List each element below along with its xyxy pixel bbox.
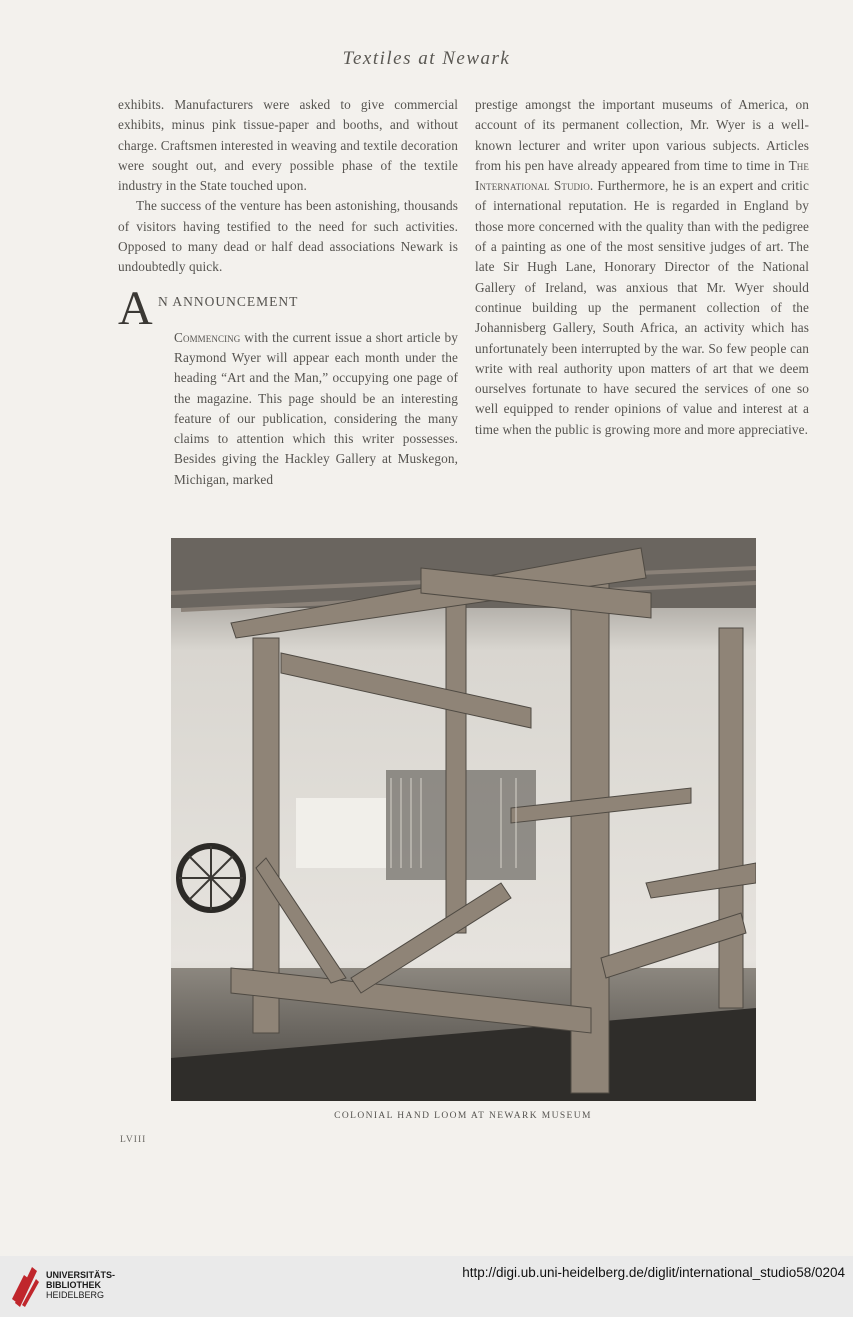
right-paragraph-1-b: . Furthermore, he is an expert and critic of international reputation. He is regarded in England by those more concerned with the quality than with the pedigree of a painting as one of the most sensitive judges of art. The late Sir Hugh Lane, Honorary Director of the National Gallery of Ireland, was anxious that Mr. Wyer should continue building up the permanent collection of the Johannisberg Gallery, South Africa, an activity which has unfortunately been interrupted by the war. So few people can write with real authority upon matters of art that we deem ourselves fortunate to have secured the services of one so well equipped to render opinions of value and interest at a time when the public is growing more and more appreciative. xyxy=(475,178,809,437)
source-url-link[interactable]: http://digi.ub.uni-heidelberg.de/diglit/international_studio58/0204 xyxy=(462,1265,845,1280)
footer-bar xyxy=(0,1256,853,1317)
library-logo-icon xyxy=(10,1263,40,1307)
loom-illustration xyxy=(171,538,756,1101)
right-paragraph-1-a: prestige amongst the important museums of America, on account of its permanent collection, Mr. Wyer is a well-known lecturer and writer upon various subjects. Articles from his pen have already appeared from time to time in xyxy=(475,97,809,173)
left-paragraph-3 xyxy=(118,328,458,490)
figure-caption: COLONIAL HAND LOOM AT NEWARK MUSEUM xyxy=(334,1111,592,1121)
loom-photograph xyxy=(171,538,756,1101)
left-column xyxy=(118,95,458,490)
section-title: N ANNOUNCEMENT xyxy=(158,293,299,309)
logo-line-2: BIBLIOTHEK xyxy=(46,1280,101,1290)
lead-in-smallcaps: Commencing xyxy=(174,329,241,345)
page-folio: LVIII xyxy=(120,1135,147,1145)
library-logo-text xyxy=(46,1270,115,1300)
magazine-name: The International Studio xyxy=(475,157,809,194)
right-paragraph-1 xyxy=(475,95,809,440)
left-paragraph-1: exhibits. Manufacturers were asked to give commercial exhibits, minus pink tissue-paper and booths, and without charge. Craftsmen interested in weaving and textile decoration were sought out, and every possible phase of the textile industry in the State touched upon. xyxy=(118,97,458,194)
right-column xyxy=(475,95,809,440)
logo-line-3: HEIDELBERG xyxy=(46,1290,105,1300)
left-paragraph-2: The success of the venture has been astonishing, thousands of visitors having testified to the need for such activities. Opposed to many dead or half dead associations Newark is undoubtedly quick. xyxy=(118,198,458,275)
logo-line-1: UNIVERSITÄTS- xyxy=(46,1270,116,1280)
drop-cap: A xyxy=(118,281,153,335)
section-heading xyxy=(118,281,458,335)
running-title: Textiles at Newark xyxy=(342,48,511,69)
left-paragraph-3-text: with the current issue a short article by Raymond Wyer will appear each month under the heading “Art and the Man,” occupying one page of the magazine. This page should be an interesting feature of our publication, considering the many claims to attention which this writer possesses. Besides giving the Hackley Gallery at Muskegon, Michigan, marked xyxy=(174,329,458,487)
